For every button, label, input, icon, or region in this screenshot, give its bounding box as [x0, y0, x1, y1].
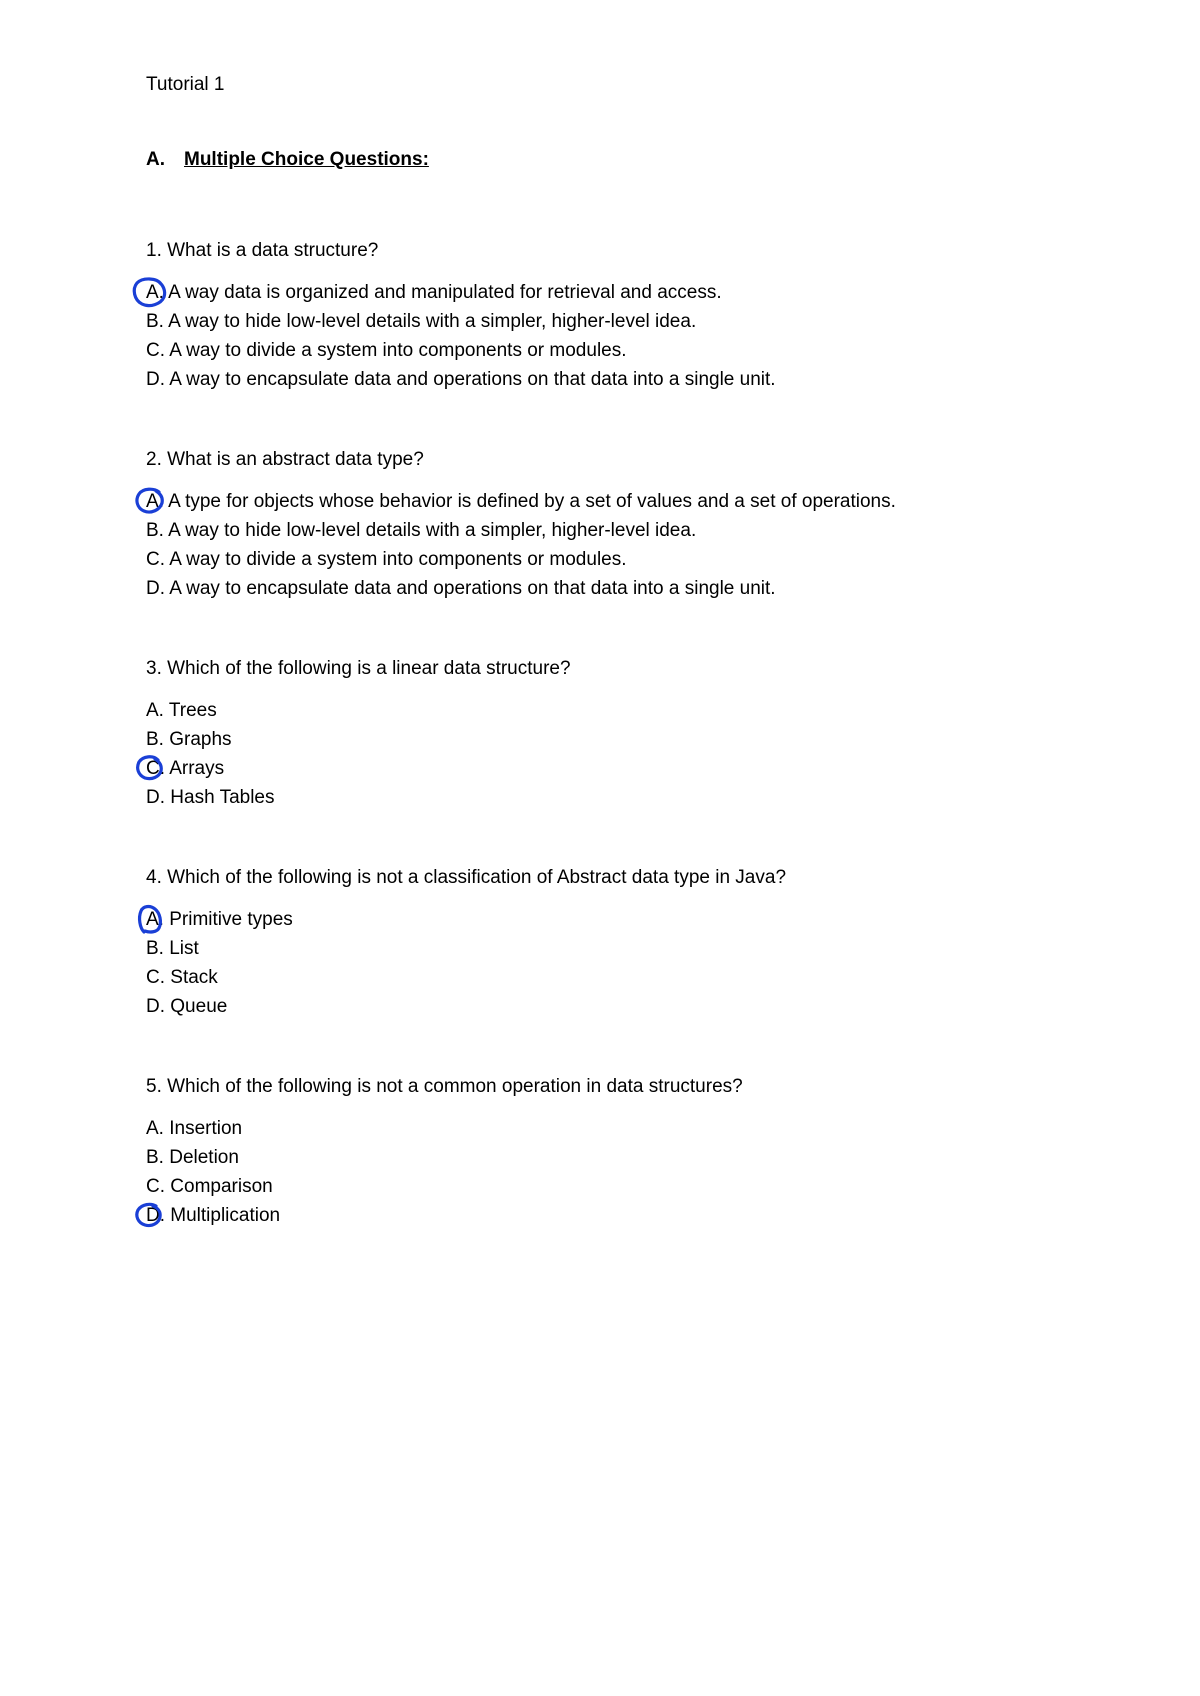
option-b [146, 729, 1146, 758]
option-text: Graphs [163, 729, 232, 750]
option-text: A way to encapsulate data and operations on that data into a single unit. [165, 578, 776, 599]
option-c [146, 340, 1146, 369]
option-a [146, 1118, 1146, 1147]
option-text: A way to encapsulate data and operations on that data into a single unit. [165, 369, 776, 390]
question-text: 5. Which of the following is not a common operation in data structures? [146, 1076, 743, 1097]
option-text: A way to hide low-level details with a simpler, higher-level idea. [163, 520, 697, 541]
option-text: Queue [165, 996, 228, 1017]
option-text: A way to hide low-level details with a simpler, higher-level idea. [163, 311, 697, 332]
option-letter: B. [146, 311, 164, 332]
option-text: A way data is organized and manipulated for retrieval and access. [163, 282, 722, 303]
option-letter: B. [146, 729, 164, 750]
option-letter: A. [146, 491, 164, 512]
option-text: Multiplication [165, 1205, 281, 1226]
option-list [146, 700, 1146, 816]
option-letter: D. [146, 996, 165, 1017]
option-b [146, 938, 1146, 967]
option-text: Hash Tables [165, 787, 275, 808]
option-list [146, 282, 1146, 398]
option-letter: C. [146, 967, 165, 988]
option-d [146, 369, 1146, 398]
option-d [146, 1205, 1146, 1234]
option-d [146, 578, 1146, 607]
section-heading-text: Multiple Choice Questions: [184, 149, 429, 170]
question-text: 3. Which of the following is a linear data structure? [146, 658, 571, 679]
option-letter: C. [146, 758, 165, 779]
option-c [146, 1176, 1146, 1205]
question-text: 2. What is an abstract data type? [146, 449, 424, 470]
option-text: Comparison [165, 1176, 273, 1197]
question-3 [146, 658, 1146, 816]
section-letter: A. [146, 149, 165, 170]
option-b [146, 1147, 1146, 1176]
option-letter: B. [146, 938, 164, 959]
option-letter: A. [146, 909, 164, 930]
option-a [146, 909, 1146, 938]
option-b [146, 520, 1146, 549]
question-2 [146, 449, 1146, 607]
option-text: List [163, 938, 199, 959]
option-text: A way to divide a system into components or modules. [165, 340, 627, 361]
option-text: Insertion [163, 1118, 243, 1139]
option-text: Trees [163, 700, 217, 721]
option-a [146, 282, 1146, 311]
option-list [146, 1118, 1146, 1234]
option-d [146, 996, 1146, 1025]
option-list [146, 909, 1146, 1025]
option-a [146, 700, 1146, 729]
section-heading [146, 149, 429, 171]
option-letter: B. [146, 1147, 164, 1168]
option-letter: C. [146, 340, 165, 361]
option-letter: B. [146, 520, 164, 541]
option-letter: A. [146, 700, 164, 721]
option-a [146, 491, 1146, 520]
option-d [146, 787, 1146, 816]
document-title: Tutorial 1 [146, 74, 225, 95]
option-letter: D. [146, 369, 165, 390]
question-text: 1. What is a data structure? [146, 240, 379, 261]
option-letter: C. [146, 549, 165, 570]
option-b [146, 311, 1146, 340]
question-1 [146, 240, 1146, 398]
option-text: Primitive types [163, 909, 293, 930]
option-letter: C. [146, 1176, 165, 1197]
option-text: Arrays [165, 758, 225, 779]
option-c [146, 758, 1146, 787]
option-letter: D. [146, 787, 165, 808]
option-letter: D. [146, 1205, 165, 1226]
question-text: 4. Which of the following is not a classification of Abstract data type in Java? [146, 867, 787, 888]
option-c [146, 967, 1146, 996]
option-text: Deletion [163, 1147, 239, 1168]
question-5 [146, 1076, 1146, 1234]
option-text: Stack [165, 967, 218, 988]
option-text: A way to divide a system into components or modules. [165, 549, 627, 570]
option-letter: A. [146, 282, 164, 303]
option-c [146, 549, 1146, 578]
option-text: A type for objects whose behavior is defined by a set of values and a set of operations. [163, 491, 896, 512]
option-letter: A. [146, 1118, 164, 1139]
option-letter: D. [146, 578, 165, 599]
question-4 [146, 867, 1146, 1025]
option-list [146, 491, 1146, 607]
